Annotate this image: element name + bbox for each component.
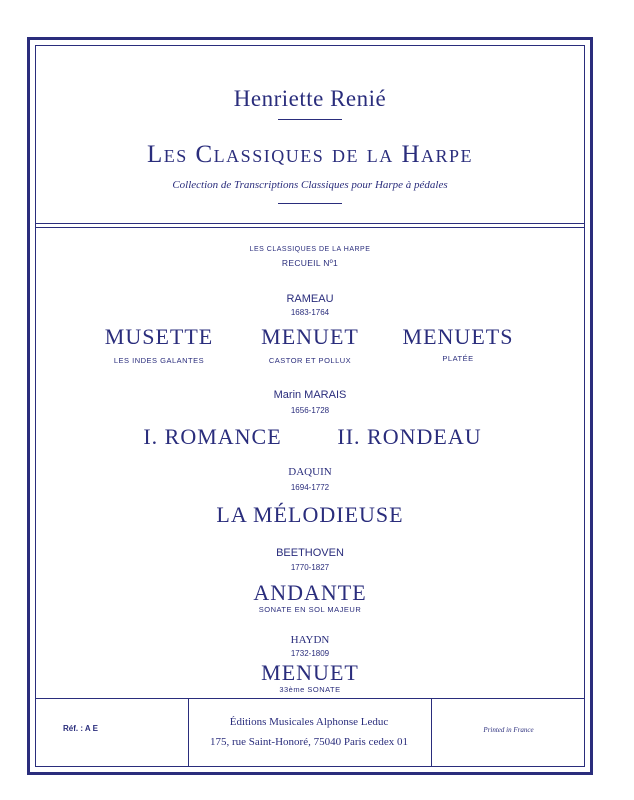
piece-menuets-subtitle: PLATÉE: [442, 354, 474, 363]
inner-series-label: LES CLASSIQUES DE LA HARPE: [249, 246, 371, 253]
footer-divider: [35, 698, 585, 699]
dates-haydn: 1732-1809: [290, 649, 330, 658]
series-subtitle: Collection de Transcriptions Classiques pour Harpe à pédales: [172, 179, 448, 191]
composer-haydn: HAYDN: [290, 634, 330, 646]
printed-in-france: Printed in France: [483, 726, 534, 734]
recueil-label: RECUEIL Nº1: [281, 258, 339, 268]
dates-daquin: 1694-1772: [290, 483, 330, 492]
composer-daquin: DAQUIN: [288, 466, 332, 478]
composer-name: Henriette Renié: [233, 86, 387, 111]
piece-menuets: MENUETS: [402, 324, 514, 349]
reference-code: Réf. : A E: [63, 724, 98, 733]
piece-andante: ANDANTE: [253, 580, 367, 605]
dates-rameau: 1683-1764: [290, 308, 330, 317]
piece-musette-subtitle: LES INDES GALANTES: [113, 356, 205, 365]
header-rule-bottom: [278, 203, 342, 204]
piece-rondeau: II. RONDEAU: [337, 424, 482, 449]
composer-beethoven: BEETHOVEN: [276, 547, 344, 559]
header-divider-thin: [35, 227, 585, 228]
piece-menuet-haydn-subtitle: 33ème SONATE: [279, 685, 341, 694]
piece-musette: MUSETTE: [104, 324, 214, 349]
piece-menuet-haydn: MENUET: [261, 660, 359, 685]
publisher-address: 175, rue Saint-Honoré, 75040 Paris cedex 01: [210, 736, 408, 748]
piece-melodieuse: LA MÉLODIEUSE: [216, 502, 404, 527]
dates-marais: 1656-1728: [290, 406, 330, 415]
piece-menuet-rameau: MENUET: [261, 324, 359, 349]
publisher-block: [188, 712, 430, 752]
header-rule-top: [278, 119, 342, 120]
header-divider: [35, 223, 585, 224]
publisher-name: Éditions Musicales Alphonse Leduc: [229, 716, 389, 728]
piece-romance: I. ROMANCE: [143, 424, 282, 449]
composer-rameau: RAMEAU: [286, 293, 334, 305]
composer-marais: Marin MARAIS: [273, 389, 347, 401]
piece-menuet-rameau-subtitle: CASTOR ET POLLUX: [268, 356, 352, 365]
series-title: Les Classiques de la Harpe: [146, 141, 474, 168]
dates-beethoven: 1770-1827: [290, 563, 330, 572]
piece-andante-subtitle: SONATE EN SOL MAJEUR: [258, 605, 362, 614]
